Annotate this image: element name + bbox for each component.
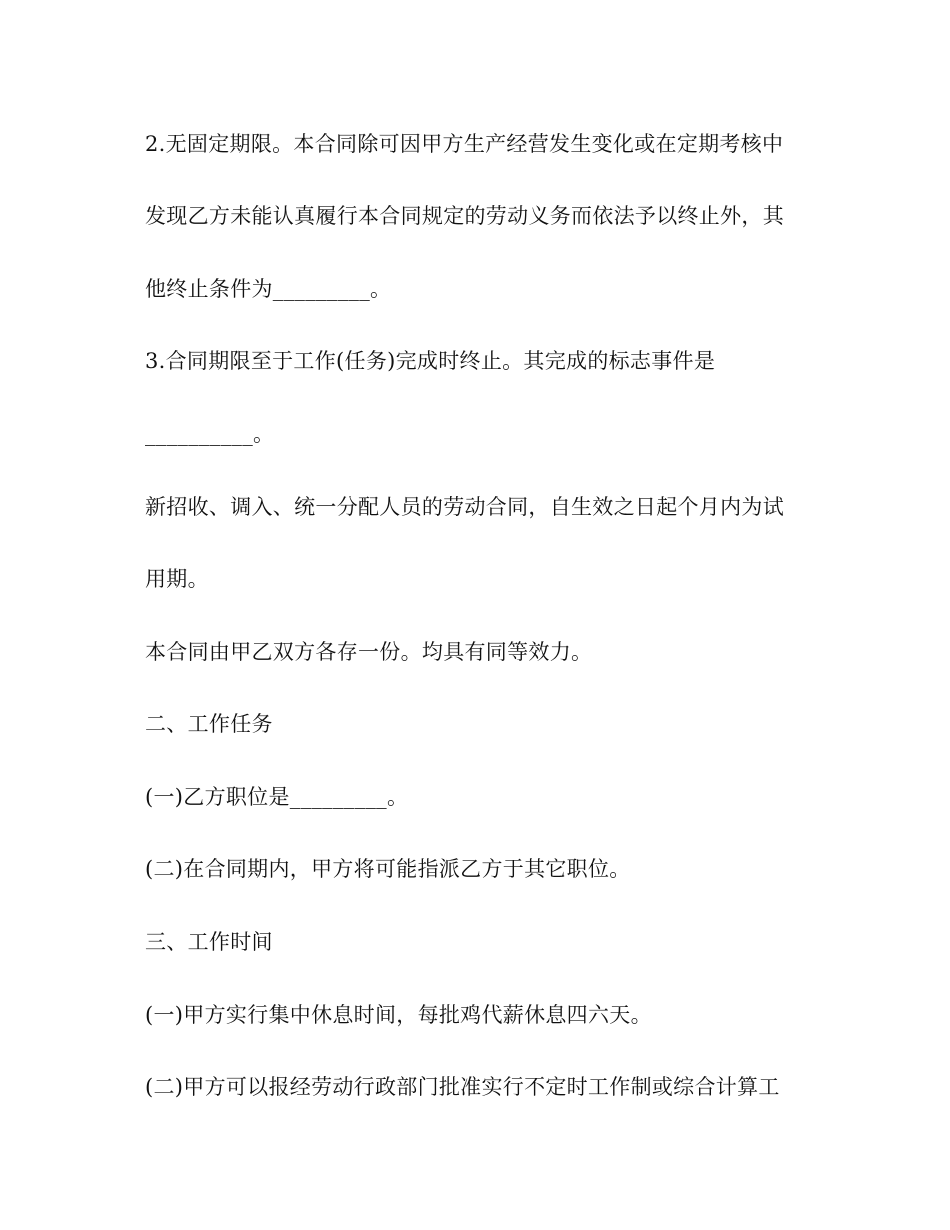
paragraph-line: 用期。 [145, 567, 209, 591]
section-heading: 三、工作时间 [145, 930, 273, 954]
paragraph-line: (一)甲方实行集中休息时间，每批鸡代薪休息四六天。 [145, 1003, 652, 1027]
paragraph-line: 他终止条件为_________。 [145, 277, 392, 301]
section-heading: 二、工作任务 [145, 712, 273, 736]
paragraph-line: (一)乙方职位是_________。 [145, 785, 409, 809]
paragraph-line: 发现乙方未能认真履行本合同规定的劳动义务而依法予以终止外，其 [145, 204, 784, 228]
paragraph-line: (二)甲方可以报经劳动行政部门批准实行不定时工作制或综合计算工 [145, 1075, 780, 1099]
paragraph-line: 2.无固定期限。本合同除可因甲方生产经营发生变化或在定期考核中 [145, 132, 784, 156]
paragraph-line: 本合同由甲乙双方各存一份。均具有同等效力。 [145, 640, 593, 664]
paragraph-line: __________。 [145, 422, 275, 446]
paragraph-line: 3.合同期限至于工作(任务)完成时终止。其完成的标志事件是 [145, 349, 716, 373]
paragraph-line: 新招收、调入、统一分配人员的劳动合同，自生效之日起个月内为试 [145, 495, 784, 519]
paragraph-line: (二)在合同期内，甲方将可能指派乙方于其它职位。 [145, 857, 631, 881]
